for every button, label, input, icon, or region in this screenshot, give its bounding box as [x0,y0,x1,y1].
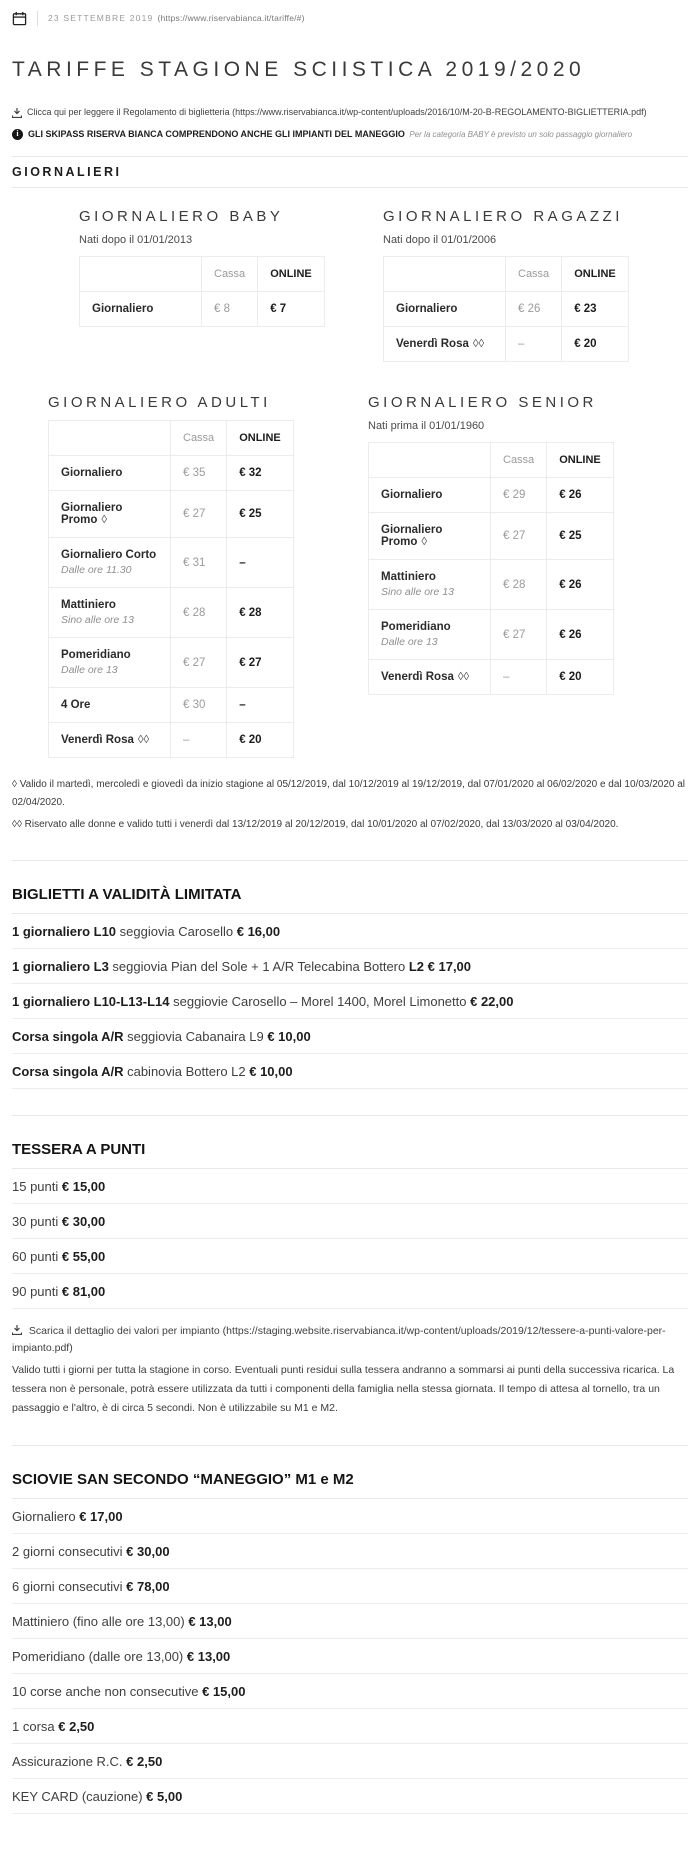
regolamento-link[interactable]: Clicca qui per leggere il Regolamento di biglietteria (https://www.riservabianca.it/wp-content/uploads/2016/10/M-20-B-REGOLAMENTO-BIGLIETTERIA.pdf) [27,107,647,117]
table-row [49,456,294,491]
cassa-price: € 29 [491,478,547,513]
item-text: seggiovia Carosello [116,924,237,939]
item-label: KEY CARD (cauzione) [12,1788,147,1804]
col-cassa: Cassa [506,257,562,292]
item-lead: 1 giornaliero L10 [12,924,117,939]
row-label: Mattiniero [381,571,436,583]
cassa-price: – [491,660,547,695]
list-item [12,1639,688,1674]
list-item [12,1744,688,1779]
calendar-icon [12,11,27,26]
cassa-price: – [506,327,562,362]
footnotes [12,776,688,834]
col-online: ONLINE [258,257,325,292]
table-title-adulti: GIORNALIERO ADULTI [48,394,271,411]
tessera-download-line [12,1323,688,1357]
table-row [49,688,294,723]
col-cassa: Cassa [171,421,227,456]
online-price: – [227,538,294,588]
table-header-row [80,257,325,292]
section-biglietti [12,860,688,1089]
table-header-row [49,421,294,456]
giornalieri-heading: GIORNALIERI [12,157,688,188]
notices [12,106,688,141]
table-row [369,513,614,560]
price-table-baby [79,256,325,327]
online-price: € 7 [258,292,325,327]
item-price: € 5,00 [146,1788,183,1804]
row-label: Giornaliero Corto [61,549,157,561]
row-label: Giornaliero [396,303,458,315]
online-price: € 28 [227,588,294,638]
list-item [12,1709,688,1744]
skipass-note-text: Per la categoria BABY è previsto un solo passaggio giornaliero [409,129,633,139]
table-row [80,292,325,327]
cassa-price: – [171,723,227,758]
item-label: 6 giorni consecutivi [12,1578,127,1594]
section-tessera [12,1115,688,1419]
section-maneggio [12,1445,688,1814]
tessera-download-link[interactable]: Scarica il dettaglio dei valori per impianto (https://staging.website.riservabianca.it/wp-content/uploads/2019/12/tessere-a-punti-valore-per-impianto.pdf) [12,1325,666,1354]
item-price: € 55,00 [61,1249,106,1264]
tessera-heading: TESSERA A PUNTI [12,1141,688,1169]
cassa-price: € 28 [491,560,547,610]
row-label: Giornaliero [61,467,123,479]
download-icon [12,108,22,118]
list-item [12,1169,688,1204]
col-online: ONLINE [227,421,294,456]
col-cassa: Cassa [202,257,258,292]
table-row [49,638,294,688]
row-label: Pomeridiano [381,621,451,633]
item-price: € 2,50 [58,1718,95,1734]
item-lead: Corsa singola A/R [12,1029,124,1044]
online-price: € 26 [547,478,614,513]
online-price: € 26 [547,610,614,660]
table-title-baby: GIORNALIERO BABY [79,208,284,225]
online-price: € 20 [562,327,629,362]
giornalieri-tables [12,208,688,758]
item-price: € 81,00 [61,1284,106,1299]
cassa-price: € 27 [491,513,547,560]
info-icon: i [12,129,23,140]
permalink-link[interactable]: (https://www.riservabianca.it/tariffe/#) [157,13,305,23]
row-mark: ◊◊ [137,734,150,746]
item-label: Mattiniero (fino alle ore 13,00) [12,1613,189,1629]
meta-divider [37,11,38,26]
online-price: € 27 [227,638,294,688]
item-price: € 13,00 [186,1648,231,1664]
list-item [12,1204,688,1239]
table-row [369,478,614,513]
row-mark: ◊◊ [457,671,470,683]
item-text: seggiovie Carosello – Morel 1400, Morel Limonetto [169,994,471,1009]
cassa-price: € 27 [171,491,227,538]
item-label: 2 giorni consecutivi [12,1543,127,1559]
row-mark: ◊ [421,536,428,548]
online-price: € 26 [547,560,614,610]
item-price: € 16,00 [236,924,281,939]
maneggio-heading: SCIOVIE SAN SECONDO “MANEGGIO” M1 e M2 [12,1471,688,1499]
row-sublabel: Dalle ore 11.30 [61,564,132,576]
row-label: Giornaliero Promo [381,524,443,548]
skipass-bold-text: GLI SKIPASS RISERVA BIANCA COMPRENDONO ANCHE GLI IMPIANTI DEL MANEGGIO [28,128,405,139]
list-item [12,1239,688,1274]
online-price: € 20 [547,660,614,695]
table-block-baby [12,208,350,362]
table-title-ragazzi: GIORNALIERO RAGAZZI [383,208,623,225]
table-row [384,292,629,327]
online-price: € 23 [562,292,629,327]
tariffe-page [0,8,700,1854]
corner-cell [80,257,202,292]
row-sublabel: Sino alle ore 13 [381,586,454,598]
list-item [12,984,688,1019]
regolamento-line [12,106,688,120]
list-item [12,1674,688,1709]
item-label: 10 corse anche non consecutive [12,1683,203,1699]
item-label: Assicurazione R.C. [12,1753,127,1769]
item-label: 30 punti [12,1214,62,1229]
footnote-venerdi-rosa: ◊◊ Riservato alle donne e valido tutti i venerdì dal 13/12/2019 al 20/12/2019, dal 10/01/2020 al 07/02/2020, dal 13/03/2020 al 03/04/2020. [12,819,619,830]
item-price: € 17,00 [79,1508,123,1524]
row-sublabel: Sino alle ore 13 [61,614,134,626]
item-label: 60 punti [12,1249,62,1264]
row-label: Mattiniero [61,599,116,611]
cassa-price: € 30 [171,688,227,723]
list-item [12,1054,688,1089]
item-price: € 30,00 [126,1543,170,1559]
price-table-ragazzi [383,256,629,362]
list-item [12,1604,688,1639]
row-label: Pomeridiano [61,649,131,661]
online-price: € 25 [547,513,614,560]
row-label: Venerdì Rosa [61,734,134,746]
row-label: Giornaliero [92,303,154,315]
cassa-price: € 26 [506,292,562,327]
item-price: € 2,50 [126,1753,163,1769]
list-item [12,1274,688,1309]
table-block-ragazzi [350,208,688,362]
list-item [12,1499,688,1534]
row-label: Giornaliero [381,489,443,501]
table-block-adulti [12,394,350,758]
row-label: Venerdì Rosa [381,671,454,683]
table-subtitle-baby: Nati dopo il 01/01/2013 [79,234,193,246]
cassa-price: € 27 [171,638,227,688]
table-row [369,610,614,660]
skipass-line [12,128,688,142]
post-meta [12,8,688,28]
item-lead: Corsa singola A/R [12,1064,124,1079]
online-price: € 32 [227,456,294,491]
item-label: Giornaliero [12,1508,80,1524]
table-row [369,560,614,610]
table-header-row [369,443,614,478]
price-table-senior [368,442,614,695]
table-row [369,660,614,695]
cassa-price: € 8 [202,292,258,327]
list-item [12,1569,688,1604]
cassa-price: € 35 [171,456,227,491]
table-row [49,538,294,588]
corner-cell [369,443,491,478]
table-row [49,723,294,758]
list-item [12,1534,688,1569]
item-price: L2 € 17,00 [408,959,472,974]
footnote-promo: ◊ Valido il martedì, mercoledì e giovedì da inizio stagione al 05/12/2019, dal 10/12/2019 al 19/12/2019, dal 07/01/2020 al 06/02/2020 e dal 10/03/2020 al 02/04/2020. [12,779,686,808]
cassa-price: € 31 [171,538,227,588]
table-subtitle-senior: Nati prima il 01/01/1960 [368,420,485,432]
row-mark: ◊ [101,514,108,526]
table-subtitle-ragazzi: Nati dopo il 01/01/2006 [383,234,497,246]
item-price: € 13,00 [188,1613,232,1629]
item-text: seggiovia Pian del Sole + 1 A/R Telecabina Bottero [108,959,409,974]
row-label: Venerdì Rosa [396,338,469,350]
col-online: ONLINE [547,443,614,478]
item-text: cabinovia Bottero L2 [123,1064,250,1079]
item-lead: 1 giornaliero L10-L13-L14 [12,994,170,1009]
row-label: Giornaliero Promo [61,502,123,526]
item-price: € 30,00 [61,1214,106,1229]
col-online: ONLINE [562,257,629,292]
table-title-senior: GIORNALIERO SENIOR [368,394,597,411]
table-row [384,327,629,362]
tessera-note: Valido tutti i giorni per tutta la stagione in corso. Eventuali punti residui sulla tessera andranno a sommarsi ai punti della successiva ricarica. La tessera non è personale, potrà essere utilizzata da tutti i componenti della famiglia nella stessa giornata. Il tempo di attesa al tornello, tra un passaggio e l'altro, è di circa 5 secondi. Non è utilizzabile su M1 e M2. [12,1363,675,1415]
item-text: seggiovia Cabanaira L9 [123,1029,268,1044]
row-sublabel: Dalle ore 13 [381,636,438,648]
list-item [12,914,688,949]
post-date: 23 SETTEMBRE 2019 [48,13,154,23]
online-price: € 20 [227,723,294,758]
corner-cell [384,257,506,292]
biglietti-heading: BIGLIETTI A VALIDITÀ LIMITATA [12,886,688,914]
row-label: 4 Ore [61,699,91,711]
price-table-adulti [48,420,294,758]
table-row [49,588,294,638]
table-block-senior [350,394,688,758]
item-price: € 10,00 [249,1064,293,1079]
item-price: € 15,00 [61,1179,106,1194]
corner-cell [49,421,171,456]
cassa-price: € 28 [171,588,227,638]
table-header-row [384,257,629,292]
download-icon [12,1325,22,1335]
item-price: € 22,00 [470,994,514,1009]
item-label: 90 punti [12,1284,62,1299]
row-mark: ◊◊ [472,338,485,350]
cassa-price: € 27 [491,610,547,660]
item-lead: 1 giornaliero L3 [12,959,109,974]
list-item [12,1779,688,1814]
item-price: € 78,00 [126,1578,170,1594]
table-row [49,491,294,538]
online-price: – [227,688,294,723]
row-sublabel: Dalle ore 13 [61,664,118,676]
item-label: Pomeridiano (dalle ore 13,00) [12,1648,187,1664]
col-cassa: Cassa [491,443,547,478]
item-label: 15 punti [12,1179,62,1194]
item-price: € 15,00 [202,1683,246,1699]
list-item [12,949,688,984]
item-price: € 10,00 [267,1029,311,1044]
section-giornalieri [12,156,688,188]
list-item [12,1019,688,1054]
online-price: € 25 [227,491,294,538]
item-label: 1 corsa [12,1718,59,1734]
page-title: TARIFFE STAGIONE SCIISTICA 2019/2020 [12,58,586,81]
